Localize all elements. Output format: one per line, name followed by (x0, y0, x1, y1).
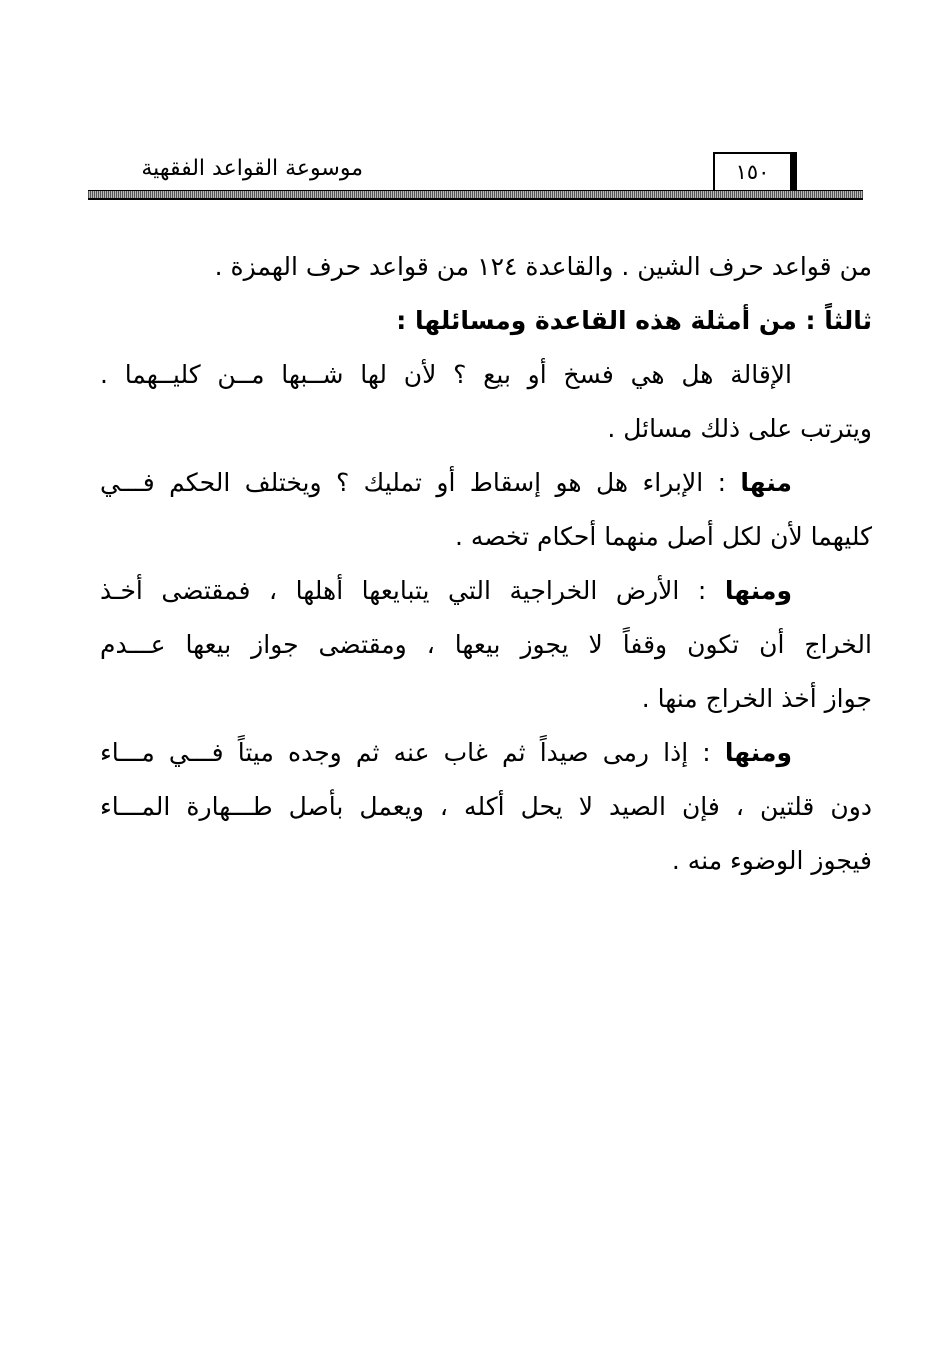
text-run: : إذا رمى صيداً ثم غاب عنه ثم وجده ميتاً فـــي مـــاء (100, 738, 725, 767)
paragraph-first-line (100, 456, 872, 510)
text-line: ويترتب على ذلك مسائل . (607, 414, 872, 443)
page-number: ١٥٠ (735, 160, 770, 184)
text-line: جواز أخذ الخراج منها . (641, 684, 872, 713)
header-rule (88, 190, 863, 200)
text-line: من قواعد حرف الشين . والقاعدة ١٢٤ من قواعد حرف الهمزة . (214, 252, 872, 281)
book-title: موسوعة القواعد الفقهية (141, 156, 363, 181)
text-line: الإقالة هل هي فسخ أو بيع ؟ لأن لها شــبها مــن كليــهما . (100, 360, 792, 389)
text-line: فيجوز الوضوء منه . (671, 846, 872, 875)
section-heading: ثالثاً : من أمثلة هذه القاعدة ومسائلها : (396, 306, 872, 335)
paragraph-first-line (100, 726, 872, 780)
page-number-box (713, 152, 797, 192)
keyword-wa-minha: ومنها (724, 576, 792, 605)
text-line: دون قلتين ، فإن الصيد لا يحل أكله ، ويعمل بأصل طـــهارة المـــاء (100, 792, 872, 821)
paragraph-first-line (100, 564, 872, 618)
keyword-minha: منها (740, 468, 792, 497)
text-line: الخراج أن تكون وقفاً لا يجوز بيعها ، ومقتضى جواز بيعها عـــدم (100, 630, 872, 659)
text-run: : الأرض الخراجية التي يتبايعها أهلها ، فمقتضى أخـذ (100, 576, 725, 605)
text-run: : الإبراء هل هو إسقاط أو تمليك ؟ ويختلف الحكم فـــي (100, 468, 741, 497)
keyword-wa-minha: ومنها (724, 738, 792, 767)
text-line: كليهما لأن لكل أصل منهما أحكام تخصه . (455, 522, 872, 551)
running-header (88, 150, 863, 212)
page-body (100, 240, 872, 888)
